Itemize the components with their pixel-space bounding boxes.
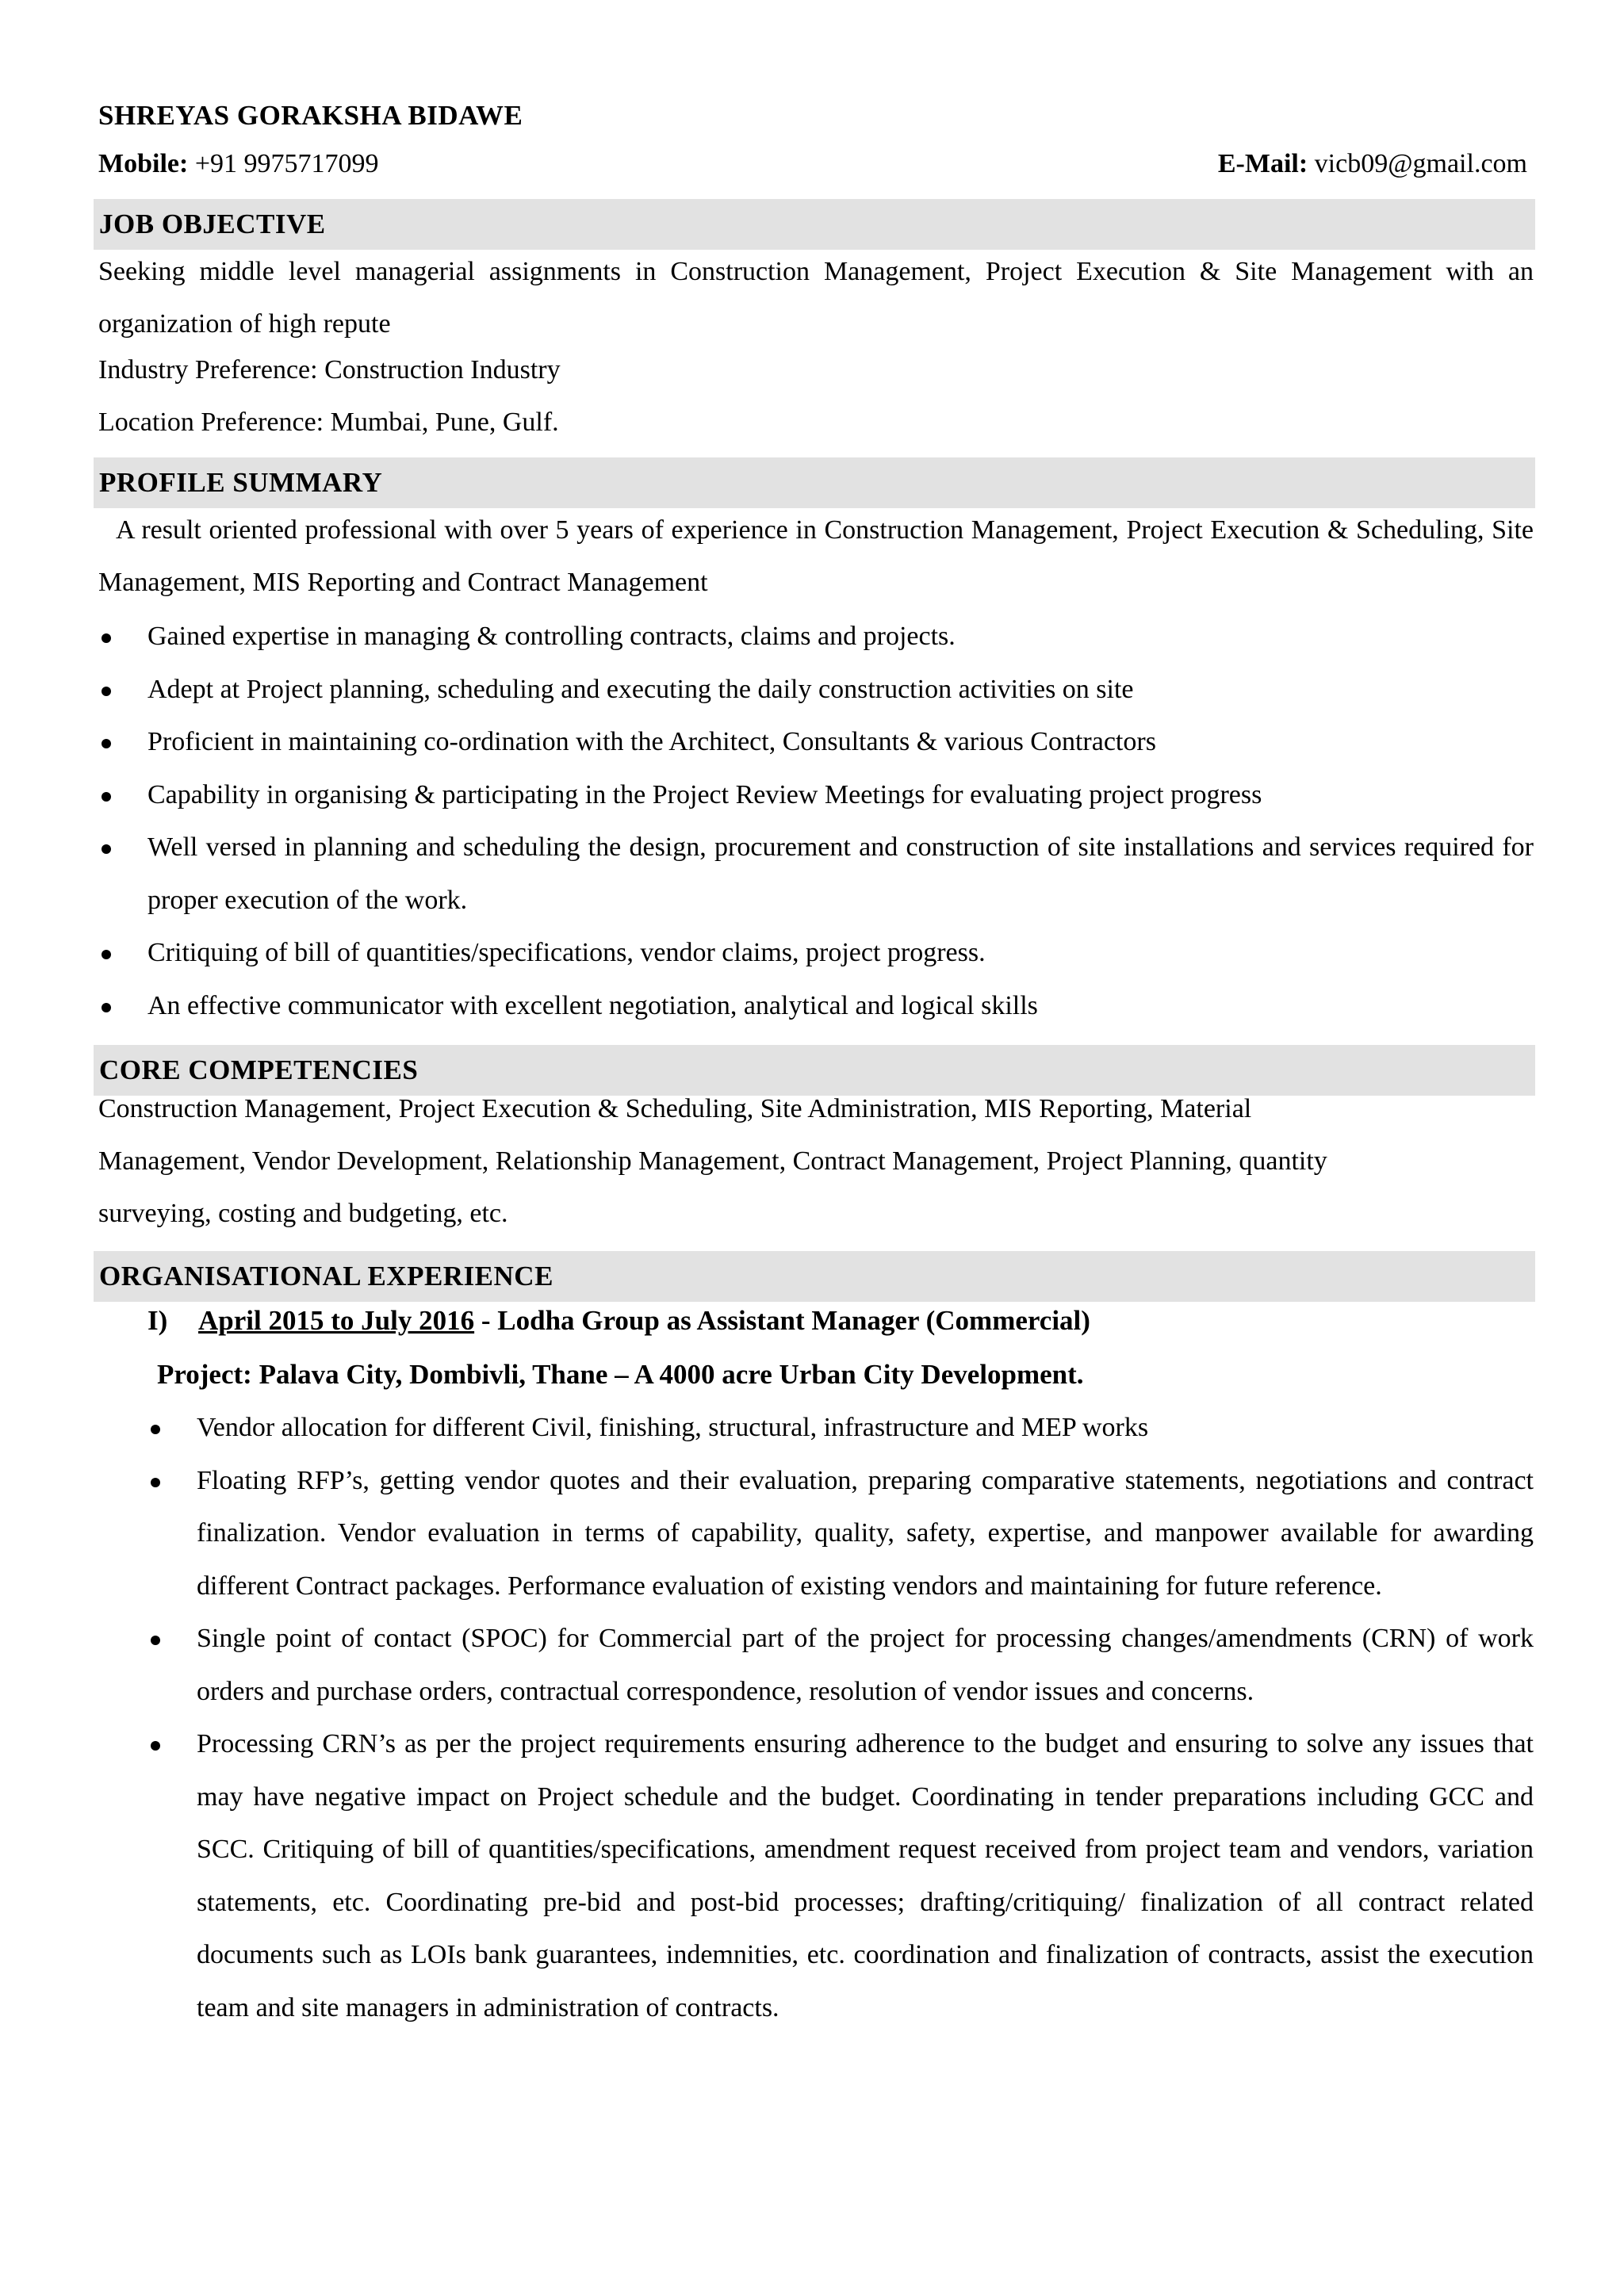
industry-preference: Industry Preference: Construction Industry: [98, 355, 561, 385]
competencies-line: surveying, costing and budgeting, etc.: [98, 1199, 508, 1228]
list-item: Capability in organising & participating in the Project Review Meetings for evaluating project progress: [147, 769, 1534, 822]
list-item: Vendor allocation for different Civil, finishing, structural, infrastructure and MEP works: [197, 1402, 1534, 1455]
email-address: vicb09@gmail.com: [1314, 149, 1527, 178]
role-index: I): [147, 1305, 168, 1336]
job-objective-text: Seeking middle level managerial assignments in Construction Management, Project Execution & Site Management with an organization of high repute: [98, 257, 1534, 339]
bullet-icon: [102, 687, 111, 696]
role-period: April 2015 to July 2016: [198, 1305, 475, 1336]
role-title: - Lodha Group as Assistant Manager (Commercial): [481, 1305, 1090, 1336]
email-label: E-Mail:: [1217, 149, 1308, 178]
list-item: Well versed in planning and scheduling the design, procurement and construction of site installations and services required for proper execution of the work.: [147, 821, 1534, 927]
project-line: Project: Palava City, Dombivli, Thane – A 4000 acre Urban City Development.: [157, 1359, 1084, 1390]
core-competencies-header: [94, 1045, 1535, 1096]
competencies-line: Construction Management, Project Execution & Scheduling, Site Administration, MIS Reporting, Material: [98, 1094, 1252, 1123]
list-item: Processing CRN’s as per the project requirements ensuring adherence to the budget and ensuring to solve any issues that may have negative impact on Project schedule and the budget. Coordinating in tender preparations including GCC and SCC. Critiquing of bill of quantities/specifications, amendment request received from project team and vendors, variation statements, etc. Coordinating pre-bid and post-bid processes; drafting/critiquing/ finalization of all contract related documents such as LOIs bank guarantees, indemnities, etc. coordination and finalization of contracts, assist the execution team and site managers in administration of contracts.: [197, 1718, 1534, 2034]
mobile-number: +91 9975717099: [194, 149, 379, 178]
list-item: An effective communicator with excellent negotiation, analytical and logical skills: [147, 980, 1534, 1033]
list-item: Critiquing of bill of quantities/specifications, vendor claims, project progress.: [147, 927, 1534, 980]
bullet-icon: [151, 1425, 160, 1434]
profile-summary-header: [94, 457, 1535, 508]
bullet-icon: [151, 1741, 160, 1751]
bullet-icon: [151, 1636, 160, 1645]
bullet-icon: [102, 1003, 111, 1012]
bullet-icon: [151, 1478, 160, 1487]
bullet-icon: [102, 792, 111, 802]
bullet-icon: [102, 950, 111, 959]
profile-summary-list: [147, 610, 1534, 1032]
candidate-name: SHREYAS GORAKSHA BIDAWE: [98, 100, 523, 131]
bullet-icon: [102, 633, 111, 643]
list-item: Proficient in maintaining co-ordination with the Architect, Consultants & various Contractors: [147, 716, 1534, 769]
role-responsibilities: [197, 1402, 1534, 2034]
mobile-contact: [98, 149, 379, 179]
competencies-line: Management, Vendor Development, Relationship Management, Contract Management, Project Planning, quantity: [98, 1146, 1327, 1176]
section-heading: CORE COMPETENCIES: [99, 1054, 419, 1085]
role-heading: [147, 1305, 1090, 1337]
bullet-icon: [102, 844, 111, 854]
section-heading: ORGANISATIONAL EXPERIENCE: [99, 1261, 553, 1292]
location-preference: Location Preference: Mumbai, Pune, Gulf.: [98, 408, 559, 437]
job-objective-header: [94, 199, 1535, 250]
section-heading: PROFILE SUMMARY: [99, 467, 383, 498]
list-item: Gained expertise in managing & controlling contracts, claims and projects.: [147, 610, 1534, 664]
list-item: Adept at Project planning, scheduling and executing the daily construction activities on site: [147, 664, 1534, 717]
list-item: Single point of contact (SPOC) for Commercial part of the project for processing changes/amendments (CRN) of work orders and purchase orders, contractual correspondence, resolution of vendor issues and concerns.: [197, 1613, 1534, 1718]
bullet-icon: [102, 739, 111, 748]
mobile-label: Mobile:: [98, 149, 189, 178]
profile-summary-intro: A result oriented professional with over 5 years of experience in Construction Management, Project Execution & Scheduling, Site Management, MIS Reporting and Contract Management: [98, 515, 1534, 597]
section-heading: JOB OBJECTIVE: [99, 209, 326, 239]
list-item: Floating RFP’s, getting vendor quotes and their evaluation, preparing comparative statements, negotiations and contract finalization. Vendor evaluation in terms of capability, quality, safety, expertise, and manpower available for awarding different Contract packages. Performance evaluation of existing vendors and maintaining for future reference.: [197, 1455, 1534, 1613]
experience-header: [94, 1251, 1535, 1302]
email-contact: [1218, 149, 1527, 179]
